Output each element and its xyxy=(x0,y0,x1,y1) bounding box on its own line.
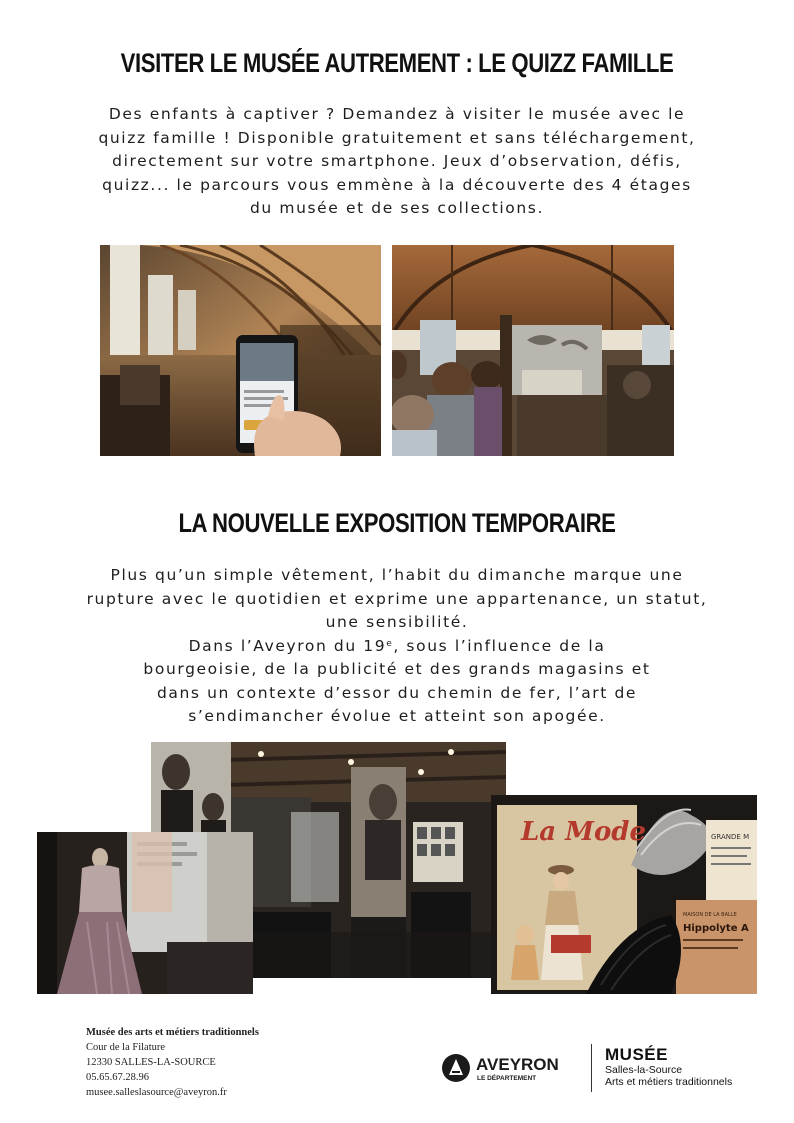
section2-line: s’endimancher évolue et atteint son apogée. xyxy=(188,707,606,725)
section2-superscript: e xyxy=(386,638,394,649)
address-city: 12330 SALLES-LA-SOURCE xyxy=(86,1057,216,1068)
section2-line: une sensibilité. xyxy=(325,613,469,631)
card-text: Hippolyte A xyxy=(683,923,749,934)
section2-line-aveyron xyxy=(20,635,774,659)
musee-title: MUSÉE xyxy=(605,1045,668,1064)
photo-dress-mannequin xyxy=(37,832,253,994)
magazine-title: La Mode xyxy=(521,817,647,847)
section1-line: du musée et de ses collections. xyxy=(249,199,544,217)
address-line: Cour de la Filature xyxy=(86,1042,166,1053)
aveyron-logo xyxy=(440,1048,580,1088)
logo-divider xyxy=(591,1044,592,1092)
section1-line: Des enfants à captiver ? Demandez à visiter le musée avec le xyxy=(108,105,686,123)
musee-location: Salles-la-Source xyxy=(605,1064,683,1076)
section2-line: rupture avec le quotidien et exprime une appartenance, un statut, xyxy=(86,589,708,608)
aveyron-name: AVEYRON xyxy=(476,1055,559,1074)
section2-line: bourgeoisie, de la publicité et des grands magasins et xyxy=(143,660,651,678)
section2-line: dans un contexte d’essor du chemin de fer, l’art de xyxy=(156,683,638,702)
section1-line: directement sur votre smartphone. Jeux d’observation, défis, xyxy=(112,152,682,170)
section1-line: quizz famille ! Disponible gratuitement et sans téléchargement, xyxy=(98,128,696,147)
musee-subtitle: Arts et métiers traditionnels xyxy=(605,1076,733,1088)
card-header: MAISON DE LA BALLE xyxy=(683,912,737,918)
section2-title: LA NOUVELLE EXPOSITION TEMPORAIRE xyxy=(178,508,616,538)
section2-paragraph xyxy=(20,564,774,729)
phone-number: 05.65.67.28.96 xyxy=(86,1072,149,1083)
museum-name: Musée des arts et métiers traditionnels xyxy=(86,1027,259,1038)
section1-title: VISITER LE MUSÉE AUTREMENT : LE QUIZZ FAMILLE xyxy=(120,48,674,78)
section1-line: quizz... le parcours vous emmène à la découverte des 4 étages xyxy=(102,175,692,194)
section2-line-part: Dans l’Aveyron du 19 xyxy=(188,636,387,655)
section2-line: Plus qu’un simple vêtement, l’habit du dimanche marque une xyxy=(110,566,684,584)
photo-children-visit xyxy=(392,245,674,456)
musee-logo xyxy=(605,1045,732,1088)
museum-contact xyxy=(86,1025,259,1100)
email-address[interactable]: musee.salleslasource@aveyron.fr xyxy=(86,1087,227,1098)
aveyron-sub: LE DÉPARTEMENT xyxy=(477,1075,537,1082)
section2-line-part: , sous l’influence de la xyxy=(393,636,606,655)
note-text: GRANDE M xyxy=(711,833,750,841)
section1-paragraph xyxy=(40,103,754,221)
photo-quizz-smartphone xyxy=(100,245,381,456)
photo-fashion-magazine xyxy=(491,795,757,994)
